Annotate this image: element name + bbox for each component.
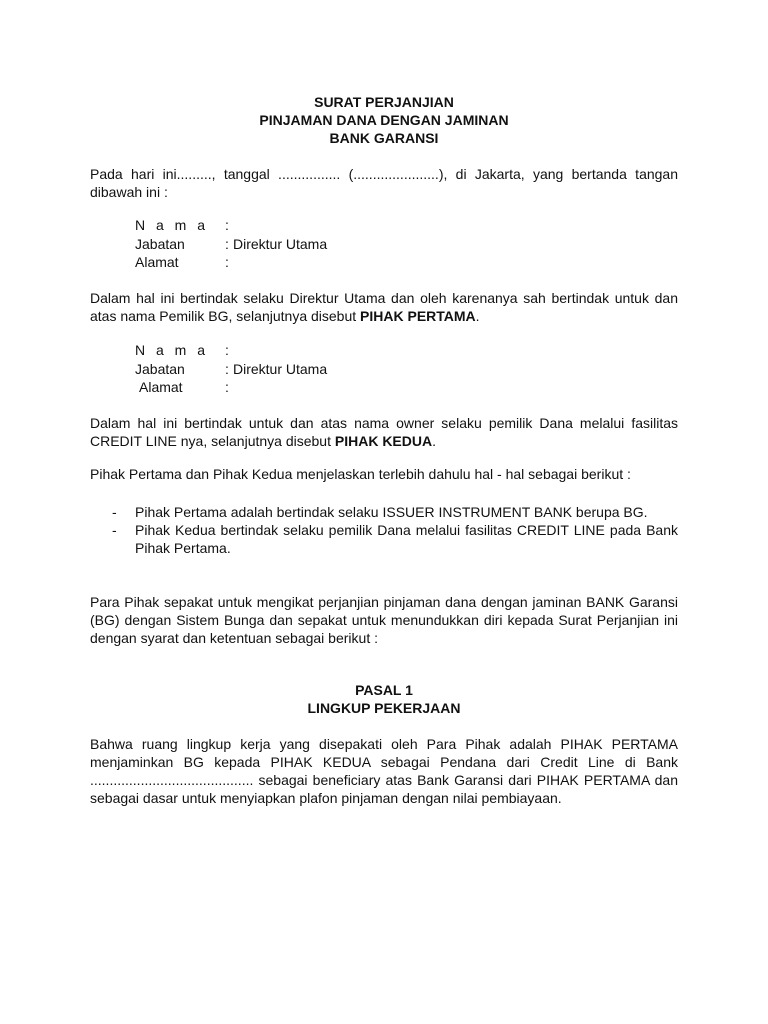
- party1-desc-text: Dalam hal ini bertindak selaku Direktur Utama dan oleh karenanya sah bertindak untuk dan atas nama Pemilik BG, selanjutnya disebut: [90, 290, 678, 324]
- party2-address-label: Alamat: [139, 379, 183, 395]
- party1-address-row: [135, 253, 327, 272]
- party1-name-row: [135, 216, 327, 235]
- party1-position-sep: :: [225, 235, 229, 252]
- list-item-text: Pihak Pertama adalah bertindak selaku ISSUER INSTRUMENT BANK berupa BG.: [135, 504, 648, 520]
- party1-position-label: Jabatan: [135, 235, 185, 252]
- list-item: [112, 503, 678, 521]
- party2-position-row: [135, 360, 327, 379]
- party1-desc-bold: PIHAK PERTAMA: [360, 308, 476, 324]
- party2-address-row: [135, 378, 327, 397]
- party1-position-row: [135, 235, 327, 254]
- party2-name-label: N a m a: [135, 342, 209, 358]
- title-line-3: BANK GARANSI: [329, 130, 439, 146]
- party2-name-row: [135, 341, 327, 360]
- pasal-subtitle: LINGKUP PEKERJAAN: [307, 700, 461, 716]
- pasal-1-body: Bahwa ruang lingkup kerja yang disepakati oleh Para Pihak adalah PIHAK PERTAMA menjaminkan BG kepada PIHAK KEDUA sebagai Pendana dari Credit Line di Bank .......................................... sebagai beneficiary atas Bank Garansi dari PIHAK PERTAMA dan sebagai dasar untuk menyiapkan plafon pinjaman dengan nilai pembiayaan.: [90, 736, 678, 806]
- party2-position-value: Direktur Utama: [233, 360, 328, 377]
- explanation-list: [112, 503, 678, 557]
- party1-details: [135, 216, 327, 272]
- list-item: [112, 521, 678, 557]
- party1-name-sep: :: [225, 217, 229, 233]
- party1-address-label: Alamat: [135, 254, 179, 270]
- party2-position-sep: :: [225, 360, 229, 377]
- party2-desc-text: Dalam hal ini bertindak untuk dan atas nama owner selaku pemilik Dana melalui fasilitas CREDIT LINE nya, selanjutnya disebut: [90, 415, 678, 449]
- party1-name-label: N a m a: [135, 217, 209, 233]
- document-title: [0, 93, 768, 147]
- explanation-intro: Pihak Pertama dan Pihak Kedua menjelaskan terlebih dahulu hal - hal sebagai berikut :: [90, 466, 631, 482]
- party2-description: [90, 414, 678, 450]
- party2-details: [135, 341, 327, 397]
- party1-position-value: Direktur Utama: [233, 235, 328, 252]
- party1-address-sep: :: [225, 254, 229, 270]
- party2-position-label: Jabatan: [135, 360, 185, 377]
- party2-desc-bold: PIHAK KEDUA: [334, 433, 433, 449]
- intro-paragraph: Pada hari ini........., tanggal ................ (......................), di Jakarta, yang bertanda tangan dibawah ini :: [90, 166, 678, 200]
- list-dash: -: [112, 504, 117, 520]
- party2-address-sep: :: [225, 379, 229, 395]
- title-line-2: PINJAMAN DANA DENGAN JAMINAN: [259, 112, 509, 128]
- party1-description: [90, 289, 678, 325]
- party1-desc-end: .: [475, 308, 480, 324]
- title-line-1: SURAT PERJANJIAN: [314, 94, 454, 110]
- pasal-title: PASAL 1: [355, 682, 413, 698]
- party2-name-sep: :: [225, 342, 229, 358]
- list-dash: -: [112, 522, 117, 538]
- pasal-1-heading: [0, 681, 768, 717]
- list-item-text: Pihak Kedua bertindak selaku pemilik Dana melalui fasilitas CREDIT LINE pada Bank Pihak Pertama.: [135, 522, 678, 556]
- agreement-paragraph: Para Pihak sepakat untuk mengikat perjanjian pinjaman dana dengan jaminan BANK Garansi (BG) dengan Sistem Bunga dan sepakat untuk menundukkan diri kepada Surat Perjanjian ini dengan syarat dan ketentuan sebagai berikut :: [90, 594, 678, 646]
- party2-desc-end: .: [432, 433, 436, 449]
